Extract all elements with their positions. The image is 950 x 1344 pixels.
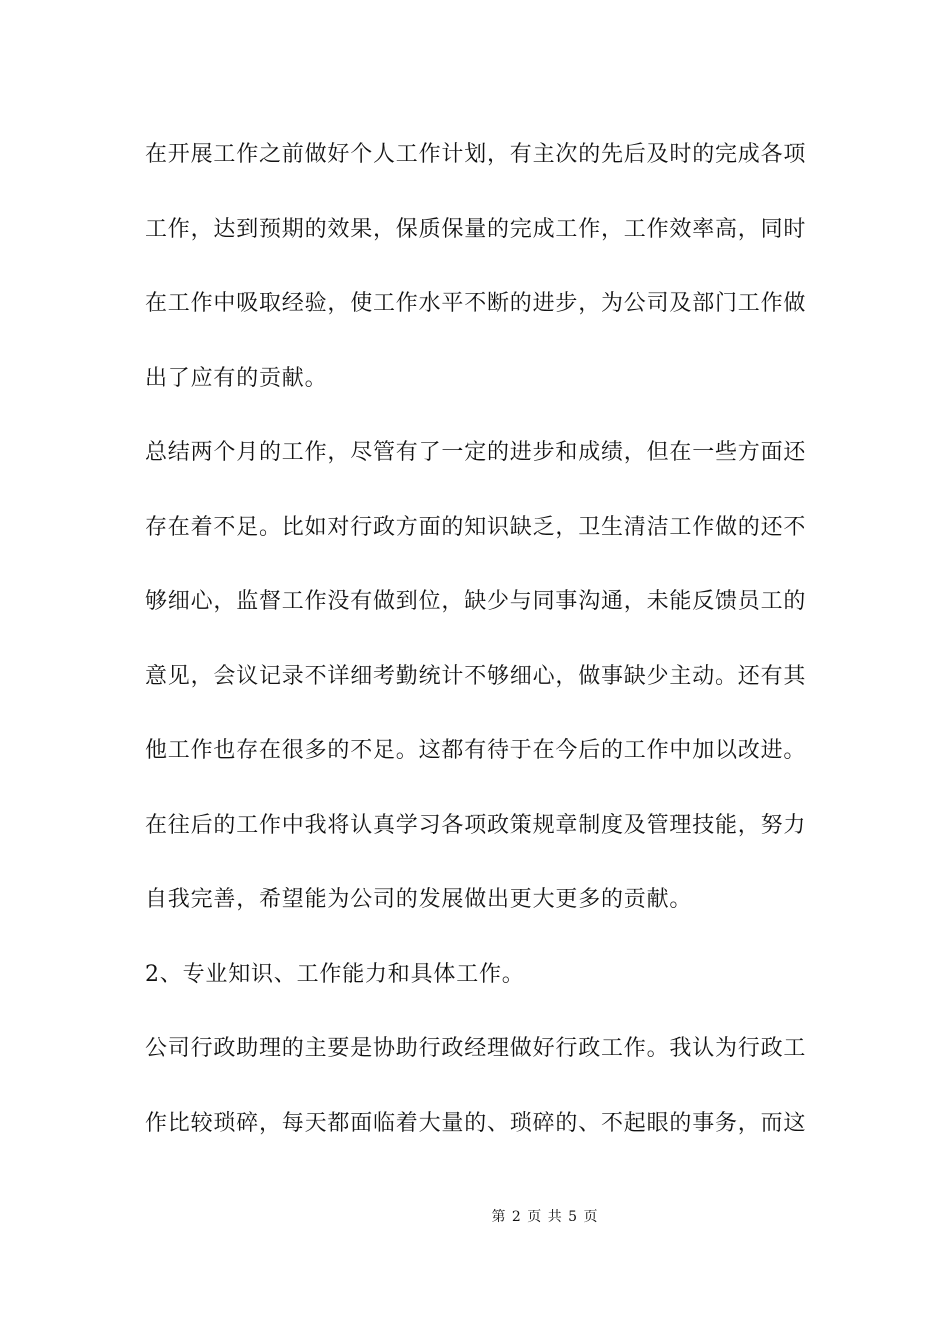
text-line: 他工作也存在很多的不足。这都有待于在今后的工作中加以改进。: [145, 738, 807, 763]
text-line: 总结两个月的工作，尽管有了一定的进步和成绩，但在一些方面还: [145, 440, 807, 465]
section-heading: 2、专业知识、工作能力和具体工作。: [145, 962, 525, 987]
text-line: 够细心，监督工作没有做到位，缺少与同事沟通，未能反馈员工的: [145, 589, 807, 614]
text-line: 在开展工作之前做好个人工作计划，有主次的先后及时的完成各项: [145, 142, 807, 167]
text-line: 出了应有的贡献。: [145, 366, 328, 391]
text-line: 作比较琐碎，每天都面临着大量的、琐碎的、不起眼的事务，而这: [145, 1111, 807, 1136]
text-line: 工作，达到预期的效果，保质保量的完成工作，工作效率高，同时: [145, 217, 807, 242]
text-line: 意见，会议记录不详细考勤统计不够细心，做事缺少主动。还有其: [145, 664, 807, 689]
text-line: 在工作中吸取经验，使工作水平不断的进步，为公司及部门工作做: [145, 291, 807, 316]
page-number-footer: 第 2 页 共 5 页: [491, 1209, 599, 1225]
text-line: 自我完善，希望能为公司的发展做出更大更多的贡献。: [145, 887, 693, 912]
text-line: 存在着不足。比如对行政方面的知识缺乏，卫生清洁工作做的还不: [145, 515, 807, 540]
text-line: 公司行政助理的主要是协助行政经理做好行政工作。我认为行政工: [145, 1036, 807, 1061]
text-line: 在往后的工作中我将认真学习各项政策规章制度及管理技能，努力: [145, 813, 807, 838]
